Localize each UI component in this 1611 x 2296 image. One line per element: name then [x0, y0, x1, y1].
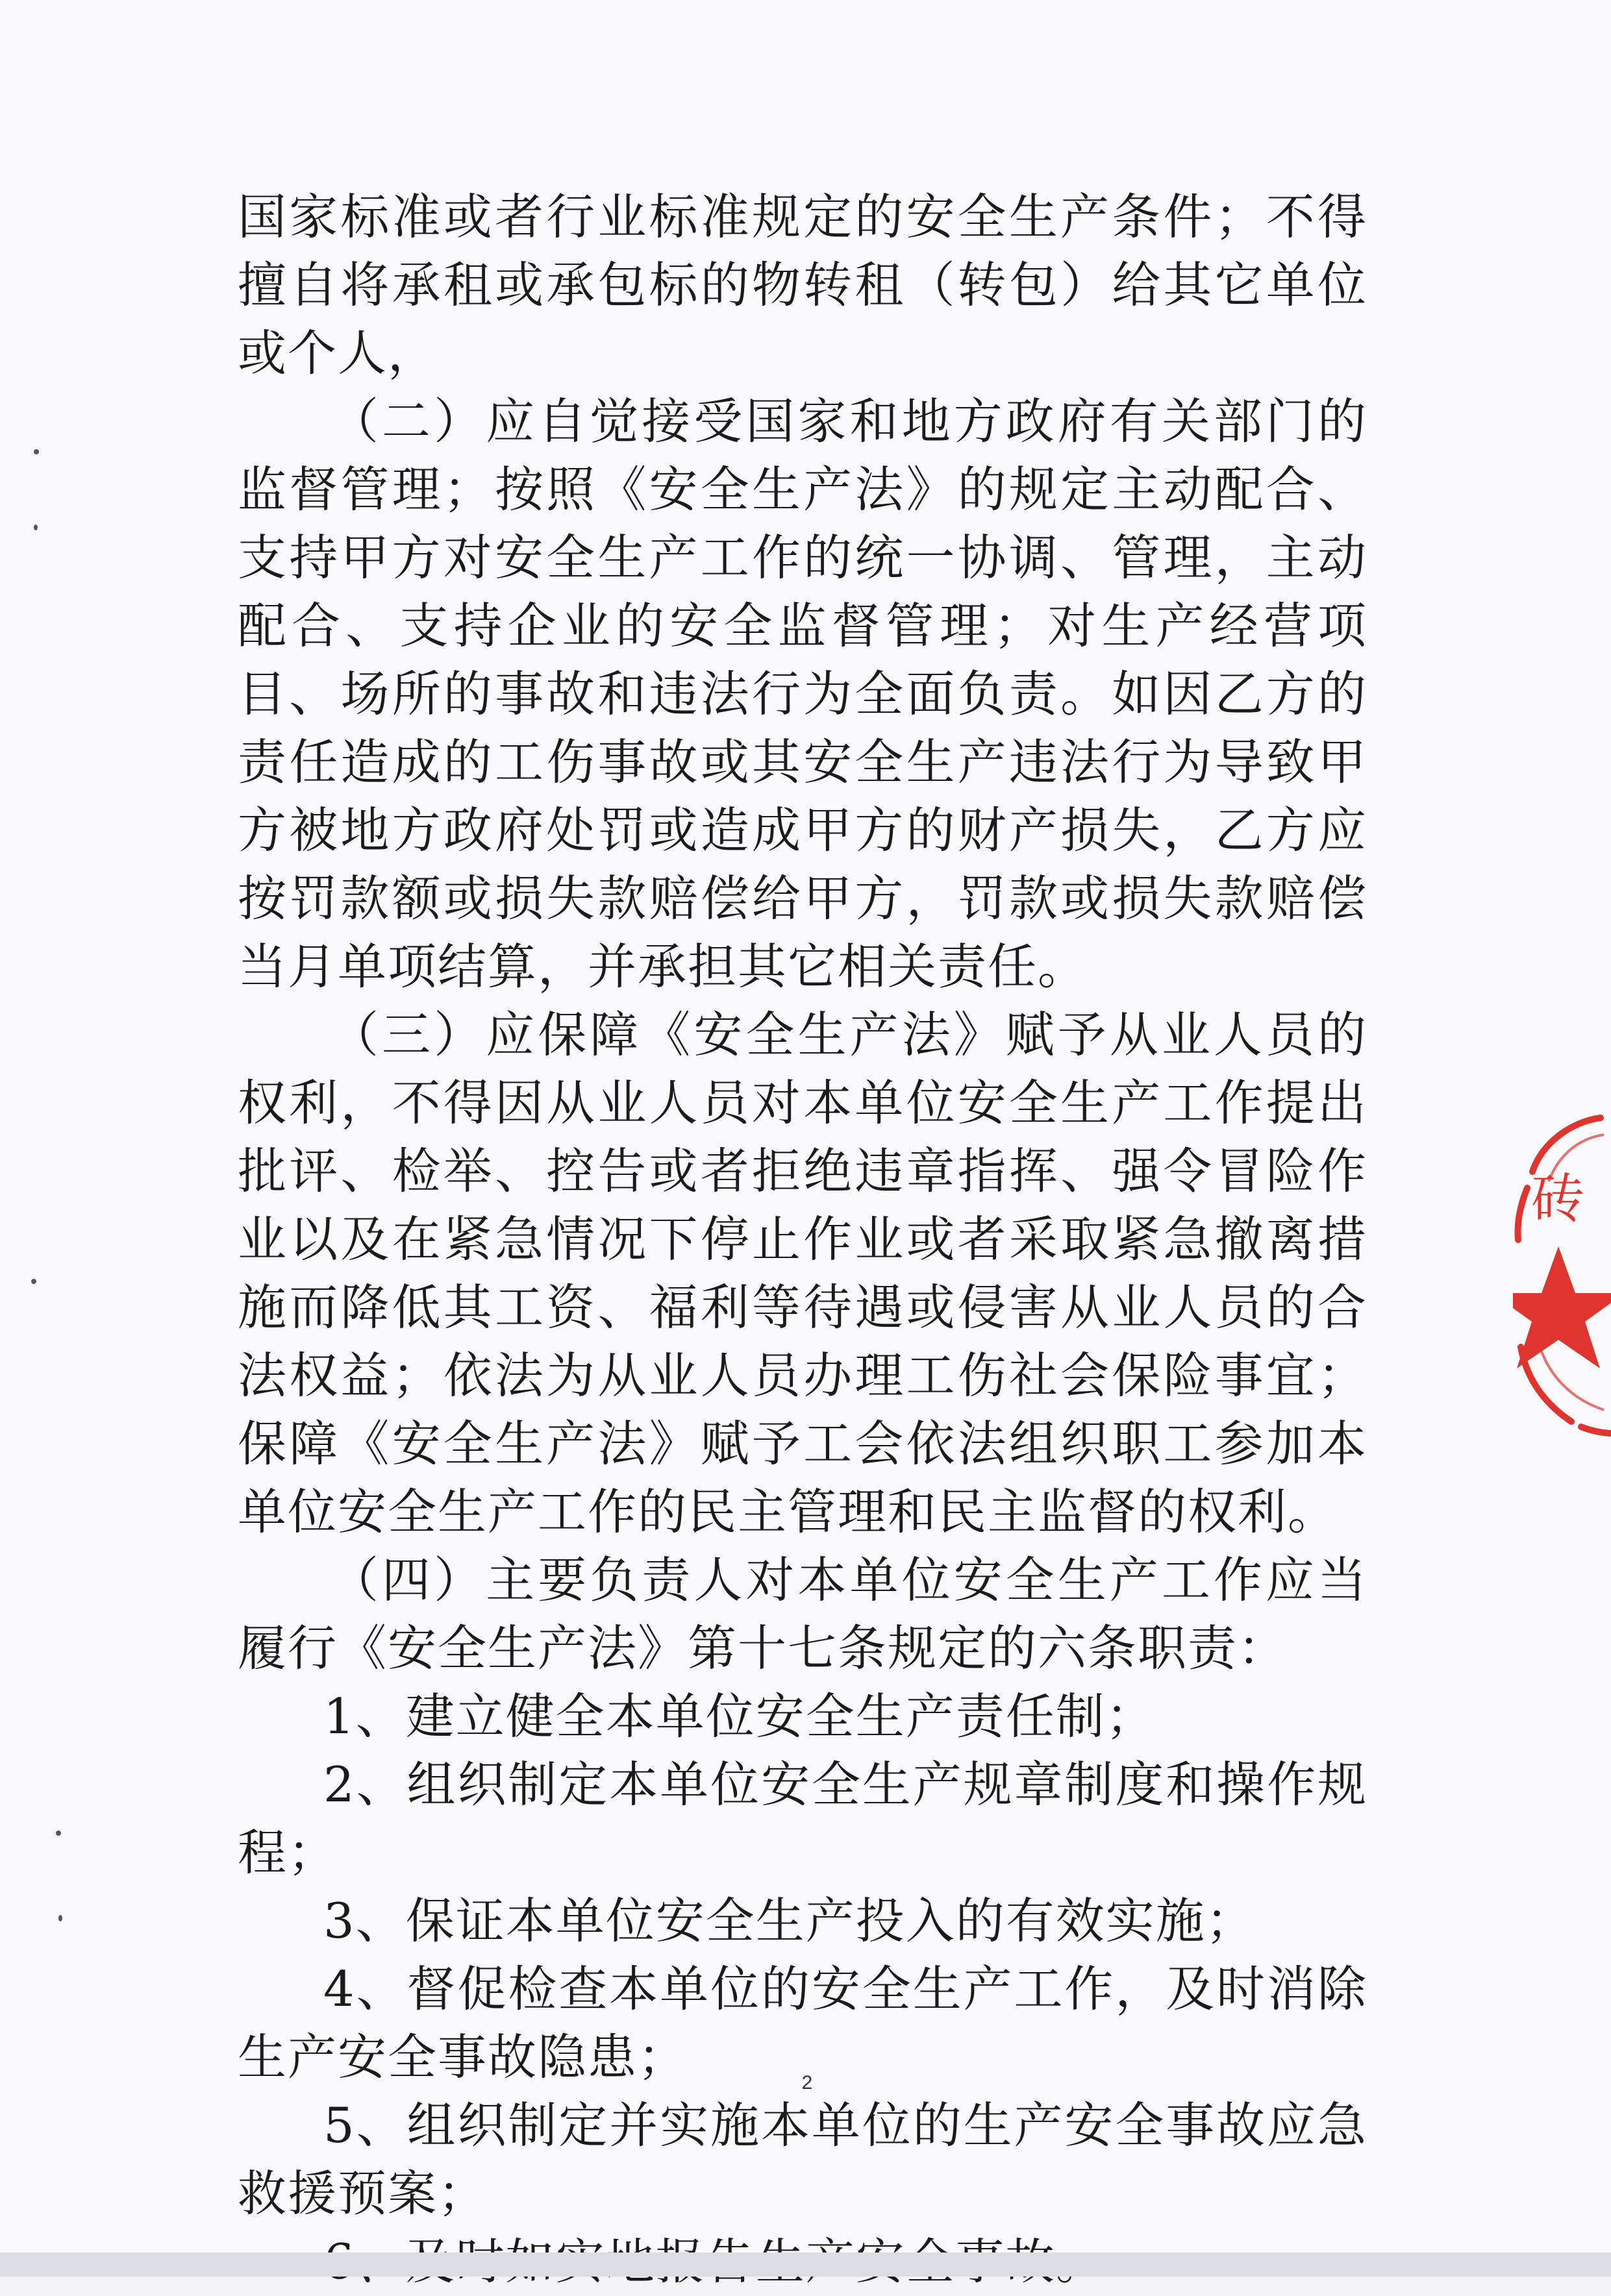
page-number: 2 — [801, 2072, 813, 2093]
paragraph-section-3: （三）应保障《安全生产法》赋予从业人员的权利，不得因从业人员对本单位安全生产工作提出批评、检举、控告或者拒绝违章指挥、强令冒险作业以及在紧急情况下停止作业或者采取紧急撤离措施而降低其工资、福利等待遇或侵害从业人员的合法权益；依法为从业人员办理工伤社会保险事宜；保障《安全生产法》赋予工会依法组织职工参加本单位安全生产工作的民主管理和民主监督的权利。 — [238, 1006, 1367, 1540]
seal-character: 砖 — [1531, 1168, 1585, 1230]
paragraph-section-4: （四）主要负责人对本单位安全生产工作应当履行《安全生产法》第十七条规定的六条职责： — [238, 1551, 1367, 1677]
duty-item-5: 5、组织制定并实施本单位的生产安全事故应急救援预案； — [238, 2097, 1367, 2222]
duty-item-1: 1、建立健全本单位安全生产责任制； — [323, 1688, 1156, 1745]
duty-item-2: 2、组织制定本单位安全生产规章制度和操作规程； — [238, 1756, 1367, 1881]
scan-speck — [34, 525, 38, 530]
document-body — [238, 183, 1367, 2296]
scan-speck — [56, 1831, 61, 1836]
company-seal — [1513, 1110, 1611, 1441]
duty-item-3: 3、保证本单位安全生产投入的有效实施； — [323, 1892, 1256, 1949]
duty-item-4: 4、督促检查本单位的安全生产工作，及时消除生产安全事故隐患； — [238, 1960, 1367, 2086]
paragraph-continuation: 国家标准或者行业标准规定的安全生产条件；不得擅自将承租或承包标的物转租（转包）给其它单位或个人， — [238, 188, 1367, 382]
seal-star-icon — [1513, 1246, 1611, 1368]
scan-speck — [34, 449, 39, 454]
scanner-bottom-strip — [0, 2253, 1611, 2277]
scan-speck — [31, 1279, 36, 1284]
scan-speck — [58, 1915, 62, 1921]
paragraph-section-2: （二）应自觉接受国家和地方政府有关部门的监督管理；按照《安全生产法》的规定主动配合、支持甲方对安全生产工作的统一协调、管理，主动配合、支持企业的安全监督管理；对生产经营项目、场所的事故和违法行为全面负责。如因乙方的责任造成的工伤事故或其安全生产违法行为导致甲方被地方政府处罚或造成甲方的财产损失，乙方应按罚款额或损失款赔偿给甲方，罚款或损失款赔偿当月单项结算，并承担其它相关责任。 — [238, 393, 1367, 995]
